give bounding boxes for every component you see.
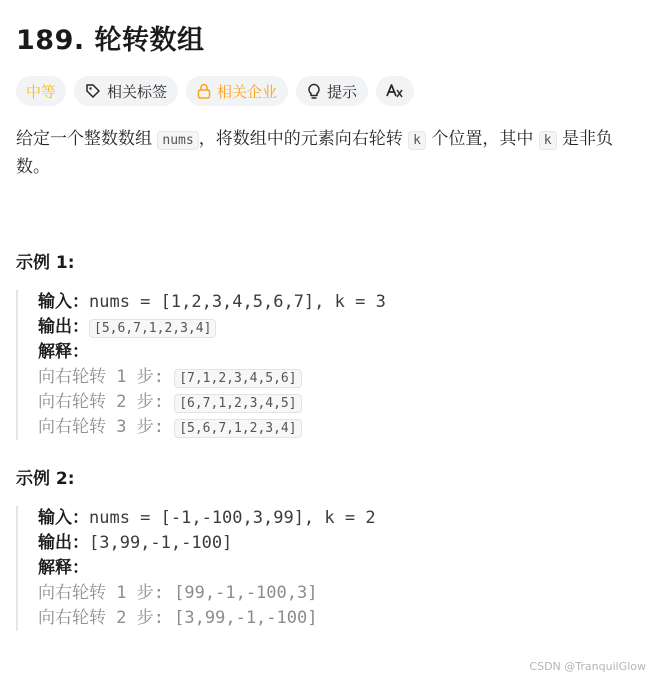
input-label: 输入： — [38, 508, 89, 528]
example-2-title: 示例 2: — [16, 469, 75, 489]
example-2-step: 向右轮转 1 步: [99,-1,-100,3] — [38, 583, 318, 603]
example-1-block — [16, 290, 386, 440]
hint-label: 提示 — [327, 82, 358, 101]
example-1-step — [38, 365, 386, 390]
example-2-input — [38, 506, 376, 531]
related-companies-button[interactable] — [186, 76, 288, 106]
example-1-step — [38, 415, 386, 440]
example-2-explain — [38, 556, 376, 581]
step-value: [6,7,1,2,3,4,5] — [174, 394, 301, 413]
example-1-explain — [38, 340, 386, 365]
related-tags-button[interactable] — [74, 76, 178, 106]
lock-icon — [197, 83, 211, 99]
inline-code-k: k — [408, 131, 426, 150]
explain-label: 解释： — [38, 342, 89, 362]
example-2-output — [38, 531, 376, 556]
related-companies-label: 相关企业 — [217, 82, 278, 101]
output-label: 输出： — [38, 317, 89, 337]
watermark: CSDN @TranquilGlow — [529, 660, 646, 673]
inline-code-nums: nums — [157, 131, 198, 150]
output-value: [3,99,-1,-100] — [89, 533, 233, 553]
step-value: [5,6,7,1,2,3,4] — [174, 419, 301, 438]
input-value: nums = [-1,-100,3,99], k = 2 — [89, 508, 376, 528]
input-label: 输入： — [38, 292, 89, 312]
input-value: nums = [1,2,3,4,5,6,7], k = 3 — [89, 292, 386, 312]
step-text: 向右轮转 2 步: — [38, 392, 175, 412]
example-1-output — [38, 315, 386, 340]
example-2-step: 向右轮转 2 步: [3,99,-1,-100] — [38, 608, 318, 628]
description-text: 是非负数。 — [16, 129, 613, 177]
example-1-step — [38, 390, 386, 415]
problem-description — [16, 126, 644, 181]
tag-icon — [85, 83, 101, 99]
translate-icon — [385, 82, 405, 100]
example-1-input — [38, 290, 386, 315]
translate-button[interactable] — [376, 76, 414, 106]
description-text: 给定一个整数数组 — [16, 129, 158, 149]
output-value: [5,6,7,1,2,3,4] — [89, 319, 216, 338]
inline-code-k: k — [539, 131, 557, 150]
related-tags-label: 相关标签 — [107, 82, 168, 101]
explain-label: 解释： — [38, 558, 89, 578]
lightbulb-icon — [307, 83, 321, 100]
difficulty-label: 中等 — [26, 82, 57, 101]
description-text: ，将数组中的元素向右轮转 — [198, 129, 409, 149]
step-text: 向右轮转 3 步: — [38, 417, 175, 437]
example-2-block — [16, 506, 376, 631]
step-text: 向右轮转 1 步: — [38, 367, 175, 387]
hint-button[interactable] — [296, 76, 368, 106]
problem-title: 189. 轮转数组 — [16, 25, 205, 56]
difficulty-badge[interactable] — [16, 76, 66, 106]
description-text: 个位置，其中 — [425, 129, 539, 149]
step-value: [7,1,2,3,4,5,6] — [174, 369, 301, 388]
tag-bar — [16, 76, 414, 106]
output-label: 输出： — [38, 533, 89, 553]
example-1-title: 示例 1: — [16, 253, 75, 273]
